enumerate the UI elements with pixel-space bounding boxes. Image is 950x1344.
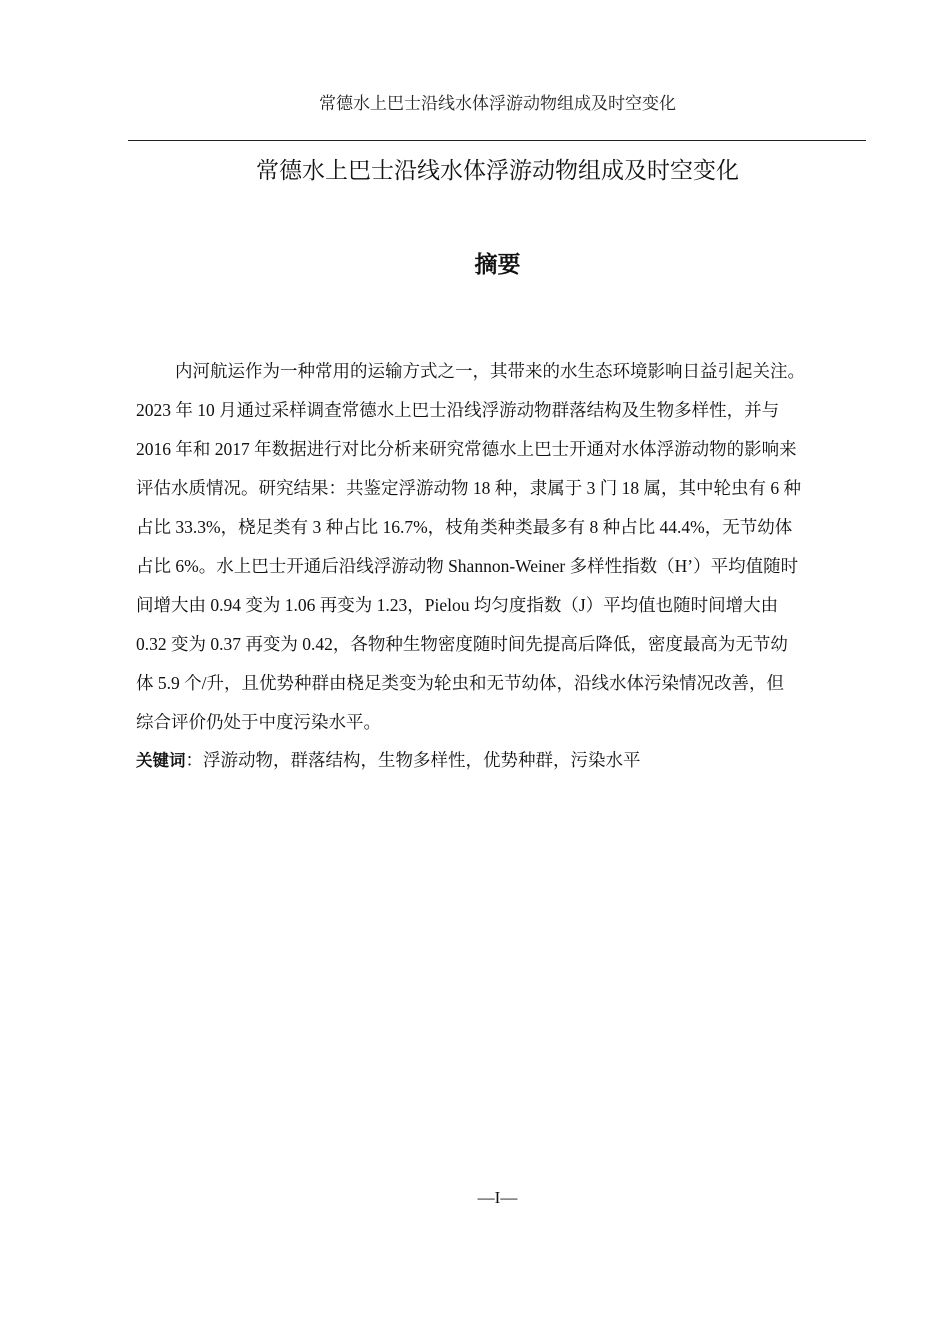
abstract-body: [136, 352, 866, 778]
document-title: 常德水上巴士沿线水体浮游动物组成及时空变化: [256, 158, 739, 184]
running-header: 常德水上巴士沿线水体浮游动物组成及时空变化: [319, 94, 676, 113]
header-divider: [128, 140, 866, 141]
abstract-line: 占比 6%。水上巴士开通后沿线浮游动物 Shannon-Weiner 多样性指数（H’）平均值随时: [136, 556, 799, 576]
keywords-label: 关键词: [136, 751, 186, 770]
keywords-line: [136, 742, 866, 778]
abstract-line: 综合评价仍处于中度污染水平。: [136, 712, 381, 732]
abstract-line: 0.32 变为 0.37 再变为 0.42，各物种生物密度随时间先提高后降低，密度最高为无节幼: [136, 634, 788, 654]
abstract-line: 体 5.9 个/升，且优势种群由桡足类变为轮虫和无节幼体，沿线水体污染情况改善，但: [136, 673, 784, 693]
abstract-line: 2023 年 10 月通过采样调查常德水上巴士沿线浮游动物群落结构及生物多样性，并与: [136, 400, 780, 420]
abstract-line: 评估水质情况。研究结果：共鉴定浮游动物 18 种，隶属于 3 门 18 属，其中轮虫有 6 种: [136, 478, 801, 498]
abstract-line: 占比 33.3%，桡足类有 3 种占比 16.7%，枝角类种类最多有 8 种占比 44.4%，无节幼体: [136, 517, 793, 537]
abstract-line: 间增大由 0.94 变为 1.06 再变为 1.23，Pielou 均匀度指数（J）平均值也随时间增大由: [136, 595, 779, 615]
keywords-text: ：浮游动物，群落结构，生物多样性，优势种群，污染水平: [185, 750, 641, 770]
page-number: —I—: [477, 1188, 518, 1207]
abstract-line: 2016 年和 2017 年数据进行对比分析来研究常德水上巴士开通对水体浮游动物的影响来: [136, 439, 797, 459]
abstract-heading: 摘要: [474, 252, 521, 278]
abstract-line: 内河航运作为一种常用的运输方式之一，其带来的水生态环境影响日益引起关注。: [175, 361, 805, 381]
